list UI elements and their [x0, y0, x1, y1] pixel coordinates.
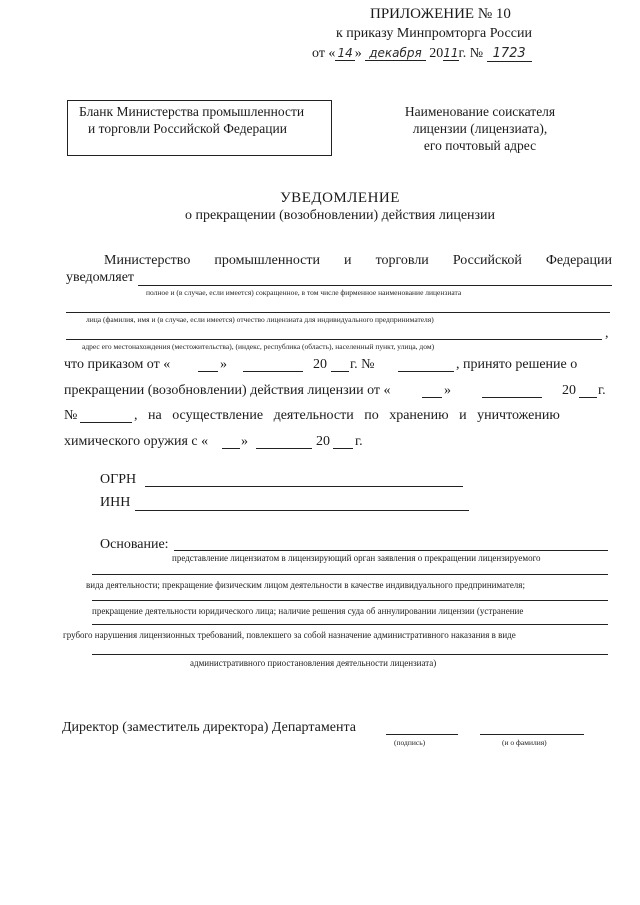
ogrn-label: ОГРН [100, 472, 137, 487]
applicant-line1: Наименование соискателя [404, 104, 556, 119]
termination-month-field[interactable] [482, 397, 542, 398]
body-line7-g: г. [355, 434, 363, 449]
order-year-field[interactable] [331, 371, 349, 372]
appendix-title: ПРИЛОЖЕНИЕ № 10 [370, 6, 511, 22]
date-year-prefix: 20 [429, 46, 444, 61]
date-year-handwritten: 11 [443, 46, 459, 60]
word-3: и [344, 253, 352, 268]
order-day-field[interactable] [198, 371, 218, 372]
date-month-handwritten: декабря [365, 46, 426, 61]
body-line5-quote: » [444, 383, 451, 398]
name-caption: (и о фамилия) [502, 738, 547, 747]
order-number-field[interactable] [398, 371, 454, 372]
basis-field-2[interactable] [92, 574, 608, 575]
signature-label: Директор (заместитель директора) Департамента [62, 720, 356, 735]
basis-caption-5: административного приостановления деятельности лицензиата) [190, 658, 437, 668]
document-title: УВЕДОМЛЕНИЕ [280, 190, 400, 206]
letterhead-line2: и торговли Российской Федерации [88, 121, 287, 136]
body-line5-g: г. [598, 383, 606, 398]
word-5: Российской [452, 253, 522, 268]
word-6: Федерации [545, 253, 612, 268]
basis-caption-1: представление лицензиатом в лицензирующий орган заявления о прекращении лицензируемого [172, 553, 541, 563]
resume-month-field[interactable] [256, 448, 312, 449]
order-number-handwritten: 1723 [487, 46, 532, 62]
date-year-suffix: г. № [458, 46, 484, 61]
resume-year-field[interactable] [333, 448, 353, 449]
licensee-name-line[interactable] [138, 285, 612, 286]
caption-licensee-name: полное и (в случае, если имеется) сокращенное, в том числе фирменное наименование лицензиата [146, 288, 462, 297]
basis-field-3[interactable] [92, 600, 608, 601]
body-line5-start: прекращении (возобновлении) действия лицензии от « [64, 383, 391, 398]
appendix-order-line: к приказу Минпромторга России [336, 26, 532, 41]
basis-label: Основание: [100, 537, 169, 552]
date-prefix: от « [312, 46, 336, 61]
applicant-line2: лицензии (лицензиата), [412, 121, 548, 136]
word-4: торговли [375, 253, 429, 268]
body-line7-year: 20 [316, 434, 330, 449]
address-line[interactable] [66, 339, 602, 340]
resume-day-field[interactable] [222, 448, 240, 449]
body-line4-end: , принято решение о [456, 357, 578, 372]
body-line4-number-label: г. № [350, 357, 375, 372]
signature-field[interactable] [386, 734, 458, 735]
notifies-label: уведомляет [66, 270, 135, 285]
body-line6-text: , на осуществление деятельности по хранению и уничтожению [134, 408, 560, 423]
body-line4-start: что приказом от « [64, 357, 171, 372]
licensee-name-line-2[interactable] [66, 312, 610, 313]
basis-field-4[interactable] [92, 624, 608, 625]
applicant-line3: его почтовый адрес [423, 138, 537, 153]
caption-person-name: лица (фамилия, имя и (в случае, если имеется) отчество лицензиата для индивидуального предпринимателя) [86, 315, 434, 324]
order-month-field[interactable] [243, 371, 303, 372]
word-1: Министерство [104, 253, 191, 268]
address-comma: , [605, 326, 609, 341]
body-line5-year: 20 [562, 383, 576, 398]
body-line7-quote: » [241, 434, 248, 449]
body-line6-number-label: № [64, 408, 78, 423]
date-mid: » [354, 46, 362, 61]
word-2: промышленности [214, 253, 320, 268]
signature-caption: (подпись) [394, 738, 426, 747]
inn-label: ИНН [100, 495, 131, 510]
appendix-date-line [312, 46, 532, 62]
document-subtitle: о прекращении (возобновлении) действия лицензии [184, 208, 496, 223]
date-day-handwritten: 14 [337, 46, 353, 60]
body-line7-start: химического оружия с « [64, 434, 209, 449]
license-number-field[interactable] [80, 422, 132, 423]
caption-address: адрес его местонахождения (местожительства), (индекс, республика (область), населенный пункт, улица, дом) [82, 342, 435, 351]
letterhead-line1: Бланк Министерства промышленности [79, 104, 305, 119]
basis-field-1[interactable] [174, 550, 608, 551]
body-line4-year: 20 [313, 357, 327, 372]
body-line1 [104, 253, 612, 269]
basis-caption-2: вида деятельности; прекращение физическим лицом деятельности в качестве индивидуального предпринимателя; [86, 580, 525, 590]
termination-day-field[interactable] [422, 397, 442, 398]
name-field[interactable] [480, 734, 584, 735]
basis-field-5[interactable] [92, 654, 608, 655]
basis-caption-3: прекращение деятельности юридического лица; наличие решения суда об аннулировании лицензии (устранение [92, 606, 524, 616]
inn-field[interactable] [135, 510, 469, 511]
body-line4-quote: » [220, 357, 227, 372]
basis-caption-4: грубого нарушения лицензионных требований, повлекшего за собой назначение административного наказания в виде [63, 630, 516, 640]
ogrn-field[interactable] [145, 486, 463, 487]
termination-year-field[interactable] [579, 397, 597, 398]
